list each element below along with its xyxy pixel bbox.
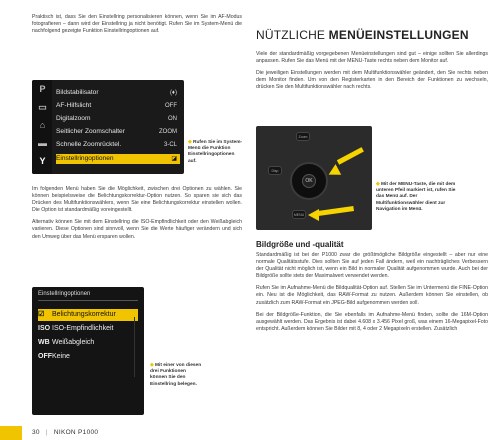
menu-item-value: ◪ <box>171 156 177 162</box>
caption-system-menu <box>188 140 244 165</box>
left-paragraph-2: Im folgenden Menü haben Sie die Möglichkeit, zwischen drei Optionen zu wählen. Sie können beispielsweise die Belichtungskorrektur-Option nutzen. So sparen sie sich das Drücken des Multifunktionswählers, wenn Sie eine Belichtungskorrektur einstellen wollen. Die Option ist standardmäßig voreingestellt. <box>32 186 242 214</box>
section-title-main: MENÜEINSTELLUNGEN <box>328 28 469 42</box>
arrow-tip-lower-icon <box>308 209 319 221</box>
caption-arrow-icon: ◆ <box>188 140 194 145</box>
network-icon: ▬ <box>38 138 47 148</box>
menu-item-label: Schnelle Zoomrücktel. <box>56 141 122 148</box>
ring-options-screenshot <box>32 287 144 415</box>
ok-button: OK <box>302 174 316 188</box>
right-paragraph-3: Standardmäßig ist bei der P1000 zwar die größtmögliche Bildgröße eingestellt – aber nur eine normale Qualitätsstufe. Dies sollten Sie auf jeden Fall ändern, weil ein nachträgliches Verbessern der Qualität nicht möglich ist, wenn ein Bild in normaler Qualität aufgenommen wurde. Auch bei der Bildgröße sollte stets der Maximalwert verwendet werden. <box>256 252 488 280</box>
caption-text: Mit der MENU-Taste, die mit dem unteren Pfeil markiert ist, rufen Sie das Menü auf. Der Multifunktionswähler dient zur Navigation im Menü. <box>376 182 456 212</box>
menu-item <box>56 101 180 111</box>
display-button: Disp <box>268 166 282 175</box>
footer-accent-bar <box>0 426 22 440</box>
menu-item-label: Bildstabilisator <box>56 89 99 96</box>
menu-item-value: ON <box>168 116 177 122</box>
multi-selector-dial <box>290 162 328 200</box>
subheading: Bildgröße und -qualität <box>256 240 344 249</box>
scroll-indicator <box>134 317 140 377</box>
menu-item-value: 3-CL <box>163 142 177 148</box>
book-title: NIKON P1000 <box>53 429 99 436</box>
footer-separator: | <box>45 429 48 436</box>
menu-item-value: ZOOM <box>159 129 177 135</box>
arrow-shaft-lower <box>318 206 354 216</box>
menu-item-label: Digitalzoom <box>56 115 91 122</box>
menu-item-selected <box>56 154 180 164</box>
menu-item-label: AF-Hilfslicht <box>56 102 92 109</box>
menu-option <box>38 337 138 349</box>
left-body-text <box>32 186 242 246</box>
left-paragraph-1: Praktisch ist, dass Sie den Einstellring personalisieren können, wenn Sie im AF-Modus fotografieren – dann wird der Einstellring ja nicht benötigt. Rufen Sie im System-Menü die nachfolgend gezeigte Funktion Einstellringoptionen auf. <box>32 14 242 35</box>
white-balance-icon: WB <box>38 339 50 346</box>
camera-back-photo <box>256 126 372 230</box>
caption-arrow-icon: ◆ <box>376 182 382 187</box>
option-label: ISO-Empfindlichkeit <box>52 325 114 332</box>
right-paragraph-5: Bei der Bildgröße-Funktion, die Sie ebenfalls im Aufnahme-Menü finden, sollte die 16M-Option ausgewählt werden. Das Ergebnis ist dabei 4.608 x 3.456 Pixel groß, was einem 16-Megapixel-Foto entspricht. Außerdem können Sie Bilder mit 8, 4 oder 2 Megapixeln erstellen. Zusätzlich <box>256 311 488 332</box>
menu-button: MENU <box>292 210 306 219</box>
left-paragraph-3: Alternativ können Sie mit dem Einstellring die ISO-Empfindlichkeit oder den Weißabgleich variieren. Diese Optionen sind sinnvoll, wenn Sie die Werte häufiger verändern und sich den Umweg über das Menü ersparen wollen. <box>32 219 242 240</box>
footer-text <box>32 429 98 436</box>
playback-icon: ▭ <box>38 102 47 112</box>
section-title-prefix: NÜTZLICHE <box>256 28 329 42</box>
right-paragraph-2: Die jeweiligen Einstellungen werden mit dem Multifunktionswähler geändert, den Sie rechts neben dem Monitor finden. Um von den Registerkarten in den Bereich der Funktionen zu wechseln, drücken Sie den Multifunktionswähler nach rechts. <box>256 70 488 91</box>
program-mode-icon: P <box>39 84 46 94</box>
menu-title: Einstellringoptionen <box>38 291 91 297</box>
option-label: Keine <box>52 353 70 360</box>
caption-camera <box>376 182 456 213</box>
zoom-button: Zoom <box>296 132 310 141</box>
wrench-icon: Y <box>39 156 46 166</box>
caption-text: Mit einer von diesen drei Funktionen können Sie den Einstellring belegen. <box>150 363 202 387</box>
section-title <box>256 28 488 42</box>
right-body-text <box>256 240 488 338</box>
divider <box>38 300 138 301</box>
menu-option <box>38 323 138 335</box>
menu-option <box>38 351 138 363</box>
right-paragraph-1: Viele der standardmäßig vorgegebenen Menüeinstellungen sind gut – einige sollten Sie allerdings anpassen. Rufen Sie das Menü mit der MENU-Taste rechts neben dem Monitor auf. <box>256 51 488 65</box>
menu-item <box>56 88 180 98</box>
menu-option-selected <box>38 309 138 321</box>
page-footer <box>0 426 503 440</box>
left-column <box>32 14 242 40</box>
iso-icon: ISO <box>38 325 51 332</box>
menu-item-value: OFF <box>165 103 177 109</box>
system-menu-screenshot <box>32 80 184 174</box>
caption-text: Rufen Sie im System-Menü die Funktion Einstellringoptionen auf. <box>188 140 243 164</box>
menu-item <box>56 140 180 150</box>
menu-tab-sidebar <box>32 80 52 174</box>
option-label: Weißabgleich <box>52 339 95 346</box>
menu-item <box>56 127 180 137</box>
caption-ring-options <box>150 363 204 388</box>
right-column <box>256 14 488 96</box>
off-icon: OFF <box>38 353 52 360</box>
arrow-shaft-upper <box>337 147 364 165</box>
menu-item <box>56 114 180 124</box>
option-label: Belichtungskorrektur <box>52 311 116 318</box>
exposure-icon: ☑ <box>38 311 45 318</box>
menu-item-label: Seitlicher Zoomschalter <box>56 128 125 135</box>
movie-icon: ⌂ <box>39 120 46 130</box>
page-number: 30 <box>32 429 40 436</box>
right-paragraph-4: Rufen Sie im Aufnahme-Menü die Bildqualität-Option auf. Stellen Sie im Untermenü die FINE-Option ein. Neu ist die Möglichkeit, das RAW-Format zu nutzen. Außerdem können Sie einstellen, ob zusätzlich zum RAW-Format ein JPEG-Bild aufgenommen werden soll. <box>256 285 488 306</box>
arrow-tip-upper-icon <box>326 164 341 180</box>
menu-item-value: (♦) <box>169 90 177 96</box>
menu-item-label: Einstellringoptionen <box>56 155 114 162</box>
caption-arrow-icon: ◆ <box>150 363 156 368</box>
